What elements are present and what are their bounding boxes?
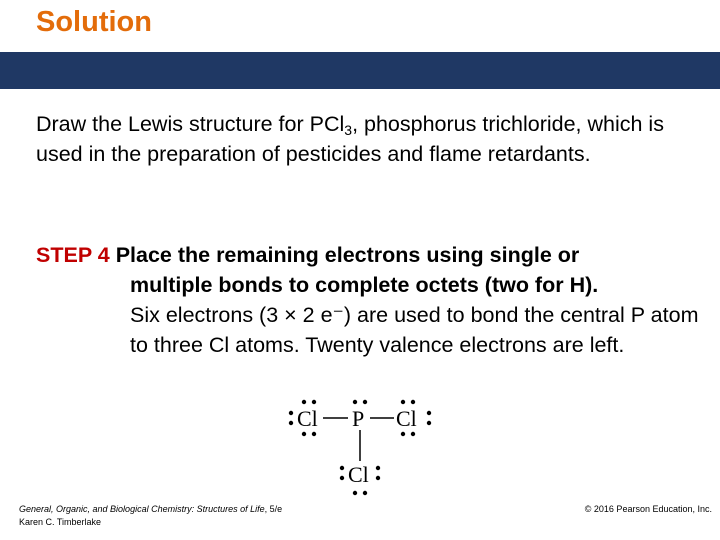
question-text-end: , phosphorus trichloride, which is used in the preparation of pesticides and flame retardants. bbox=[36, 112, 664, 166]
title-band bbox=[0, 52, 720, 89]
footer-edition: , 5/e bbox=[264, 504, 283, 514]
p-lone-pair bbox=[353, 400, 367, 404]
step-block bbox=[36, 240, 716, 360]
formula-subscript: 3 bbox=[344, 122, 353, 138]
bottom-cl-atom: Cl bbox=[348, 462, 369, 487]
footer-copyright: © 2016 Pearson Education, Inc. bbox=[584, 504, 712, 514]
step-body: Six electrons (3 × 2 e⁻) are used to bond the central P atom to three Cl atoms. Twenty valence electrons are left. bbox=[130, 303, 699, 357]
step-heading-line1: Place the remaining electrons using single or bbox=[115, 243, 580, 267]
right-cl-atom: Cl bbox=[396, 406, 417, 431]
question-text-start: Draw the Lewis structure for PCl bbox=[36, 112, 345, 136]
footer-citation bbox=[19, 503, 282, 529]
step-heading bbox=[36, 240, 716, 300]
footer-book-title: General, Organic, and Biological Chemistry: Structures of Life bbox=[19, 504, 265, 514]
left-cl-atom: Cl bbox=[297, 406, 318, 431]
slide-title: Solution bbox=[36, 6, 152, 38]
step-label: STEP 4 bbox=[36, 243, 110, 267]
footer-author: Karen C. Timberlake bbox=[19, 517, 102, 527]
question-text bbox=[36, 110, 696, 169]
lewis-structure-diagram bbox=[280, 394, 440, 502]
central-p-atom: P bbox=[352, 406, 365, 431]
step-heading-line2: multiple bonds to complete octets (two for H). bbox=[130, 273, 599, 297]
